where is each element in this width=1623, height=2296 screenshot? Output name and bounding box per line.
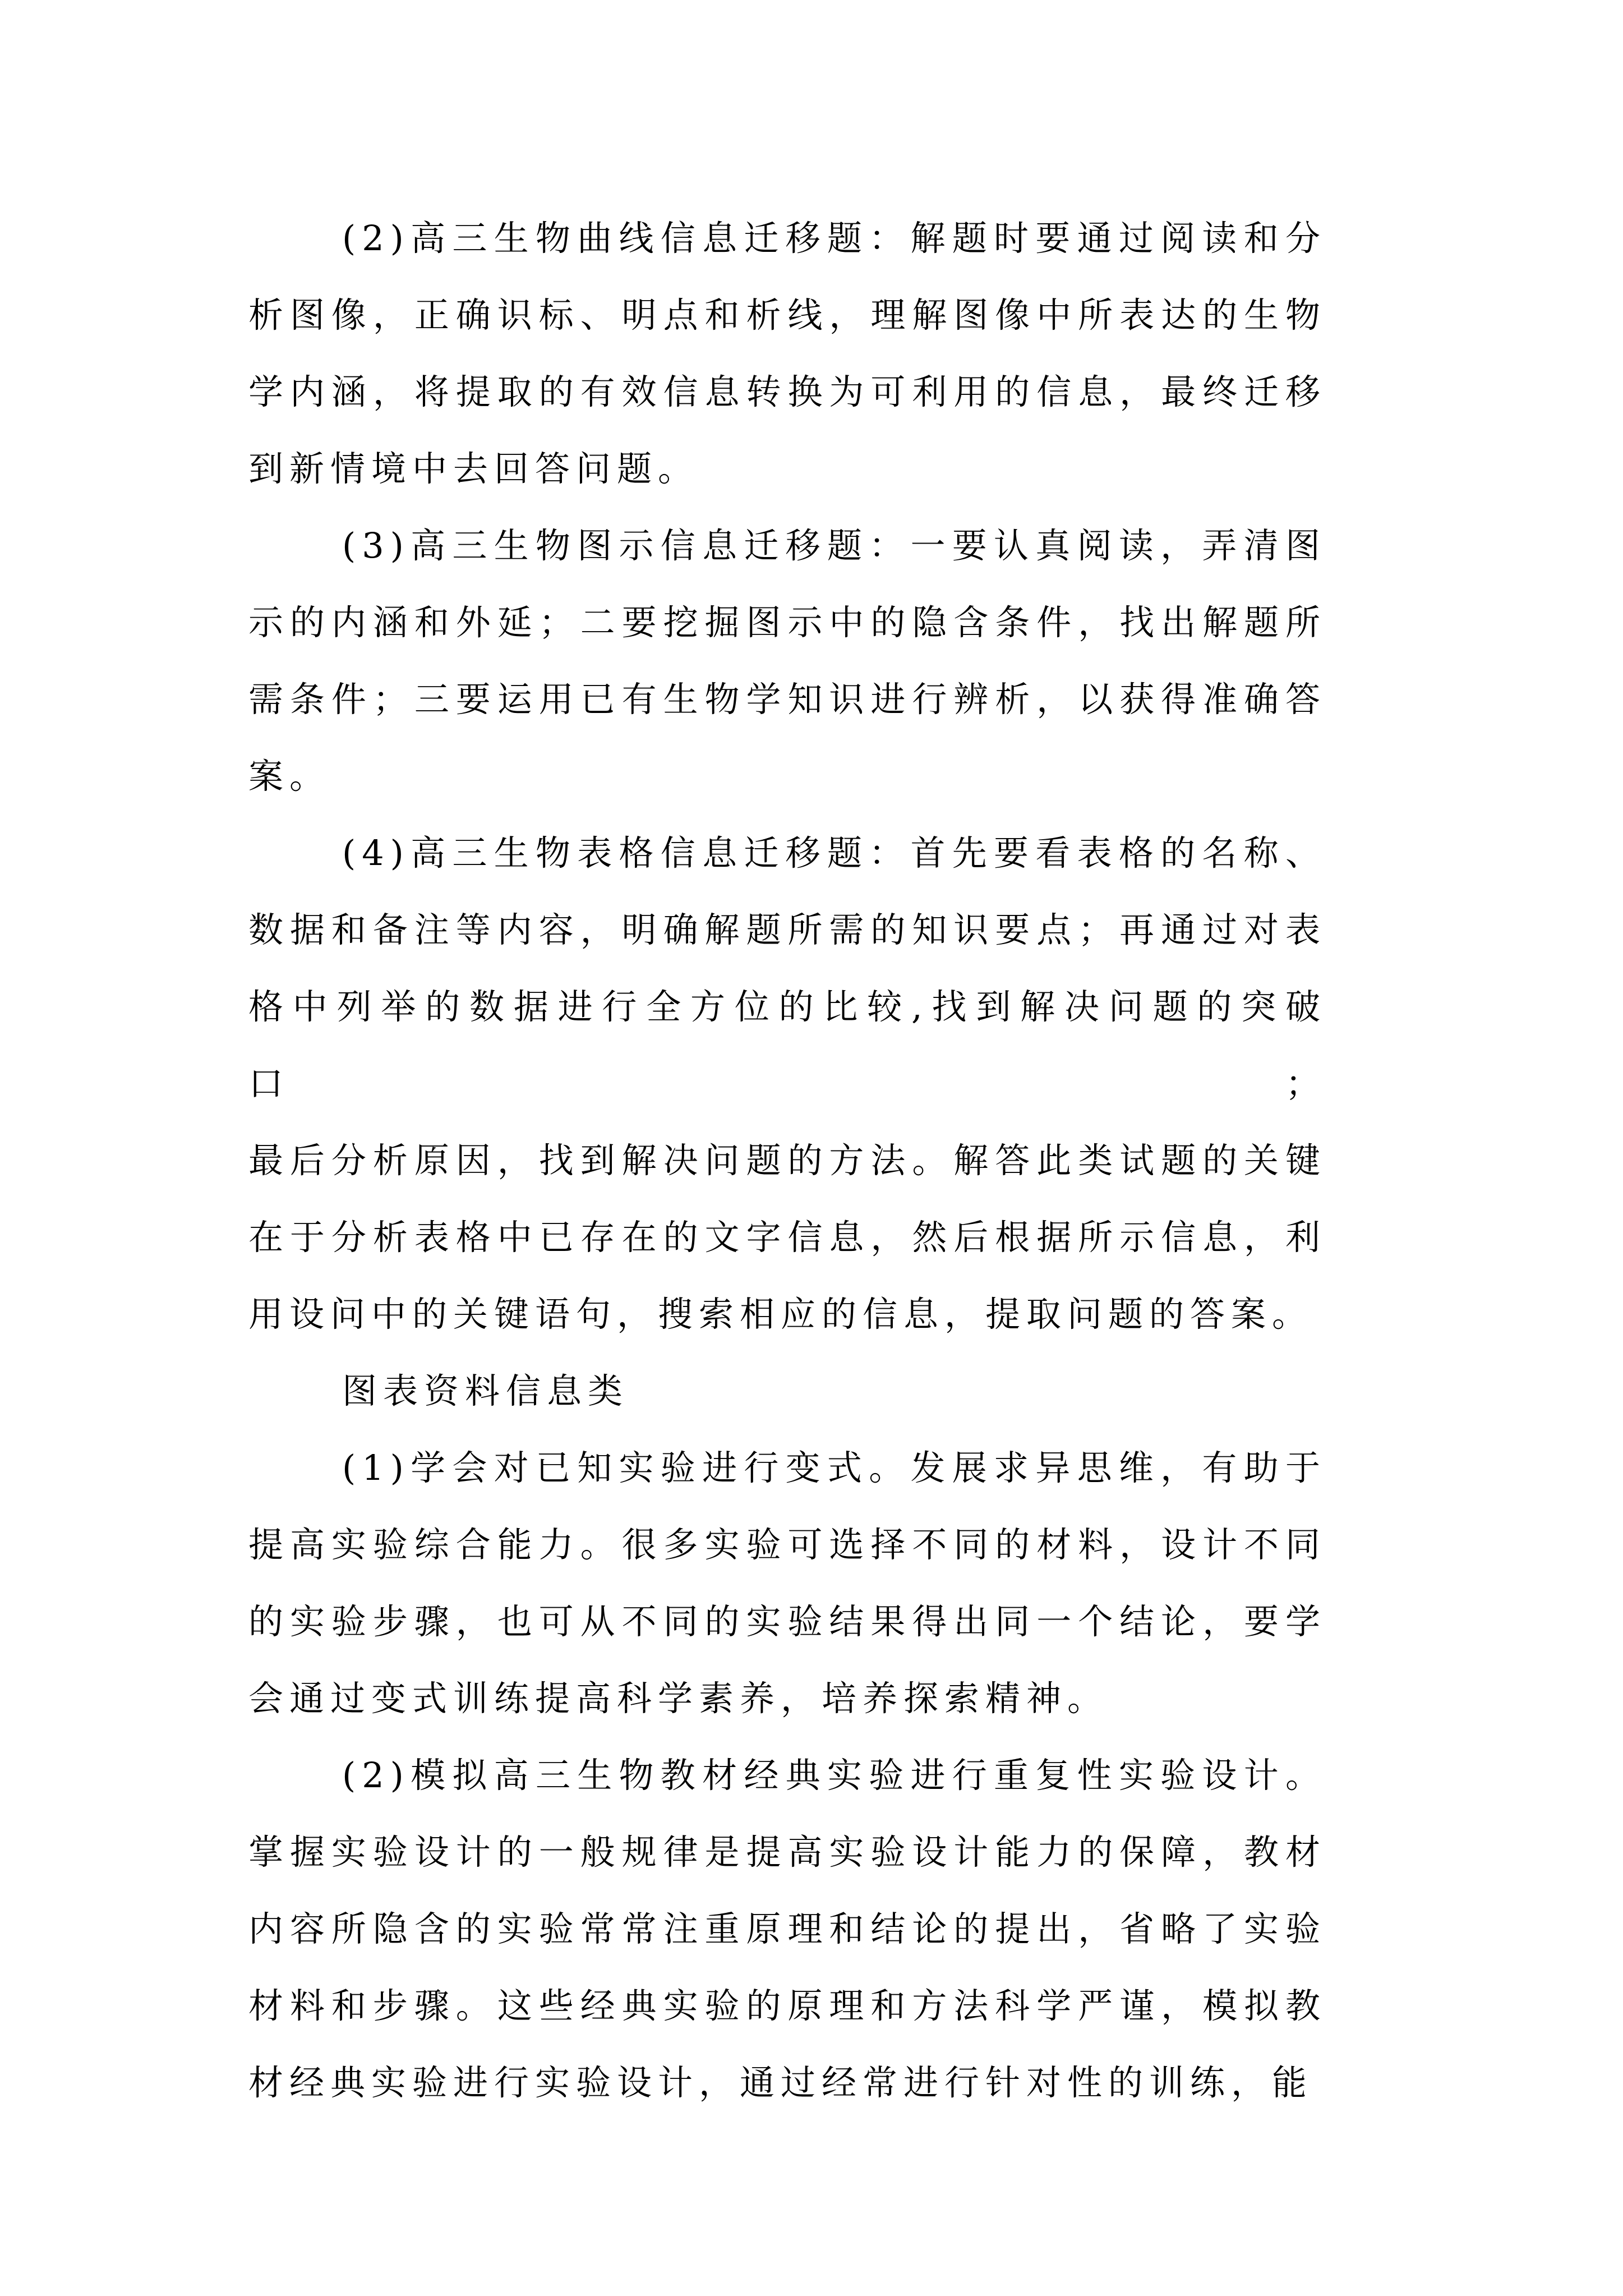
paragraph: [248, 815, 1326, 1352]
paragraph: [248, 507, 1326, 815]
paragraph: [248, 1352, 1326, 1429]
text-line: (3)高三生物图示信息迁移题：一要认真阅读，弄清图: [342, 525, 1326, 566]
text-line: 格中列举的数据进行全方位的比较,找到解决问题的突破口；: [248, 986, 1326, 1104]
text-line: 到新情境中去回答问题。: [248, 448, 699, 489]
text-line: 材料和步骤。这些经典实验的原理和方法科学严谨，模拟教: [248, 1985, 1326, 2026]
text-line: 案。: [248, 756, 331, 797]
text-line: (4)高三生物表格信息迁移题：首先要看表格的名称、: [342, 832, 1326, 873]
paragraph: [248, 1737, 1326, 2121]
text-line: 内容所隐含的实验常常注重原理和结论的提出，省略了实验: [248, 1908, 1326, 1949]
text-line: (1)学会对已知实验进行变式。发展求异思维，有助于: [342, 1447, 1326, 1488]
text-line: 在于分析表格中已存在的文字信息，然后根据所示信息，利: [248, 1217, 1326, 1258]
text-line: 学内涵，将提取的有效信息转换为可利用的信息，最终迁移: [248, 371, 1326, 412]
text-line: 会通过变式训练提高科学素养，培养探索精神。: [248, 1678, 1109, 1719]
body-text: [248, 200, 1326, 2121]
text-line: 图表资料信息类: [342, 1370, 629, 1411]
text-line: (2)高三生物曲线信息迁移题：解题时要通过阅读和分: [342, 218, 1326, 259]
text-line: 材经典实验进行实验设计，通过经常进行针对性的训练，能: [248, 2062, 1313, 2103]
text-line: 的实验步骤，也可从不同的实验结果得出同一个结论，要学: [248, 1601, 1326, 1642]
text-line: 最后分析原因，找到解决问题的方法。解答此类试题的关键: [248, 1140, 1326, 1181]
paragraph: [248, 200, 1326, 507]
text-line: 数据和备注等内容，明确解题所需的知识要点；再通过对表: [248, 909, 1326, 950]
text-line: 示的内涵和外延；二要挖掘图示中的隐含条件，找出解题所: [248, 602, 1326, 643]
text-line: 析图像，正确识标、明点和析线，理解图像中所表达的生物: [248, 295, 1326, 335]
text-line: 用设问中的关键语句，搜索相应的信息，提取问题的答案。: [248, 1294, 1313, 1335]
paragraph: [248, 1429, 1326, 1737]
text-line: (2)模拟高三生物教材经典实验进行重复性实验设计。: [342, 1755, 1326, 1796]
text-line: 需条件；三要运用已有生物学知识进行辨析，以获得准确答: [248, 679, 1326, 720]
text-line: 提高实验综合能力。很多实验可选择不同的材料，设计不同: [248, 1524, 1326, 1565]
text-line: 掌握实验设计的一般规律是提高实验设计能力的保障，教材: [248, 1832, 1326, 1872]
